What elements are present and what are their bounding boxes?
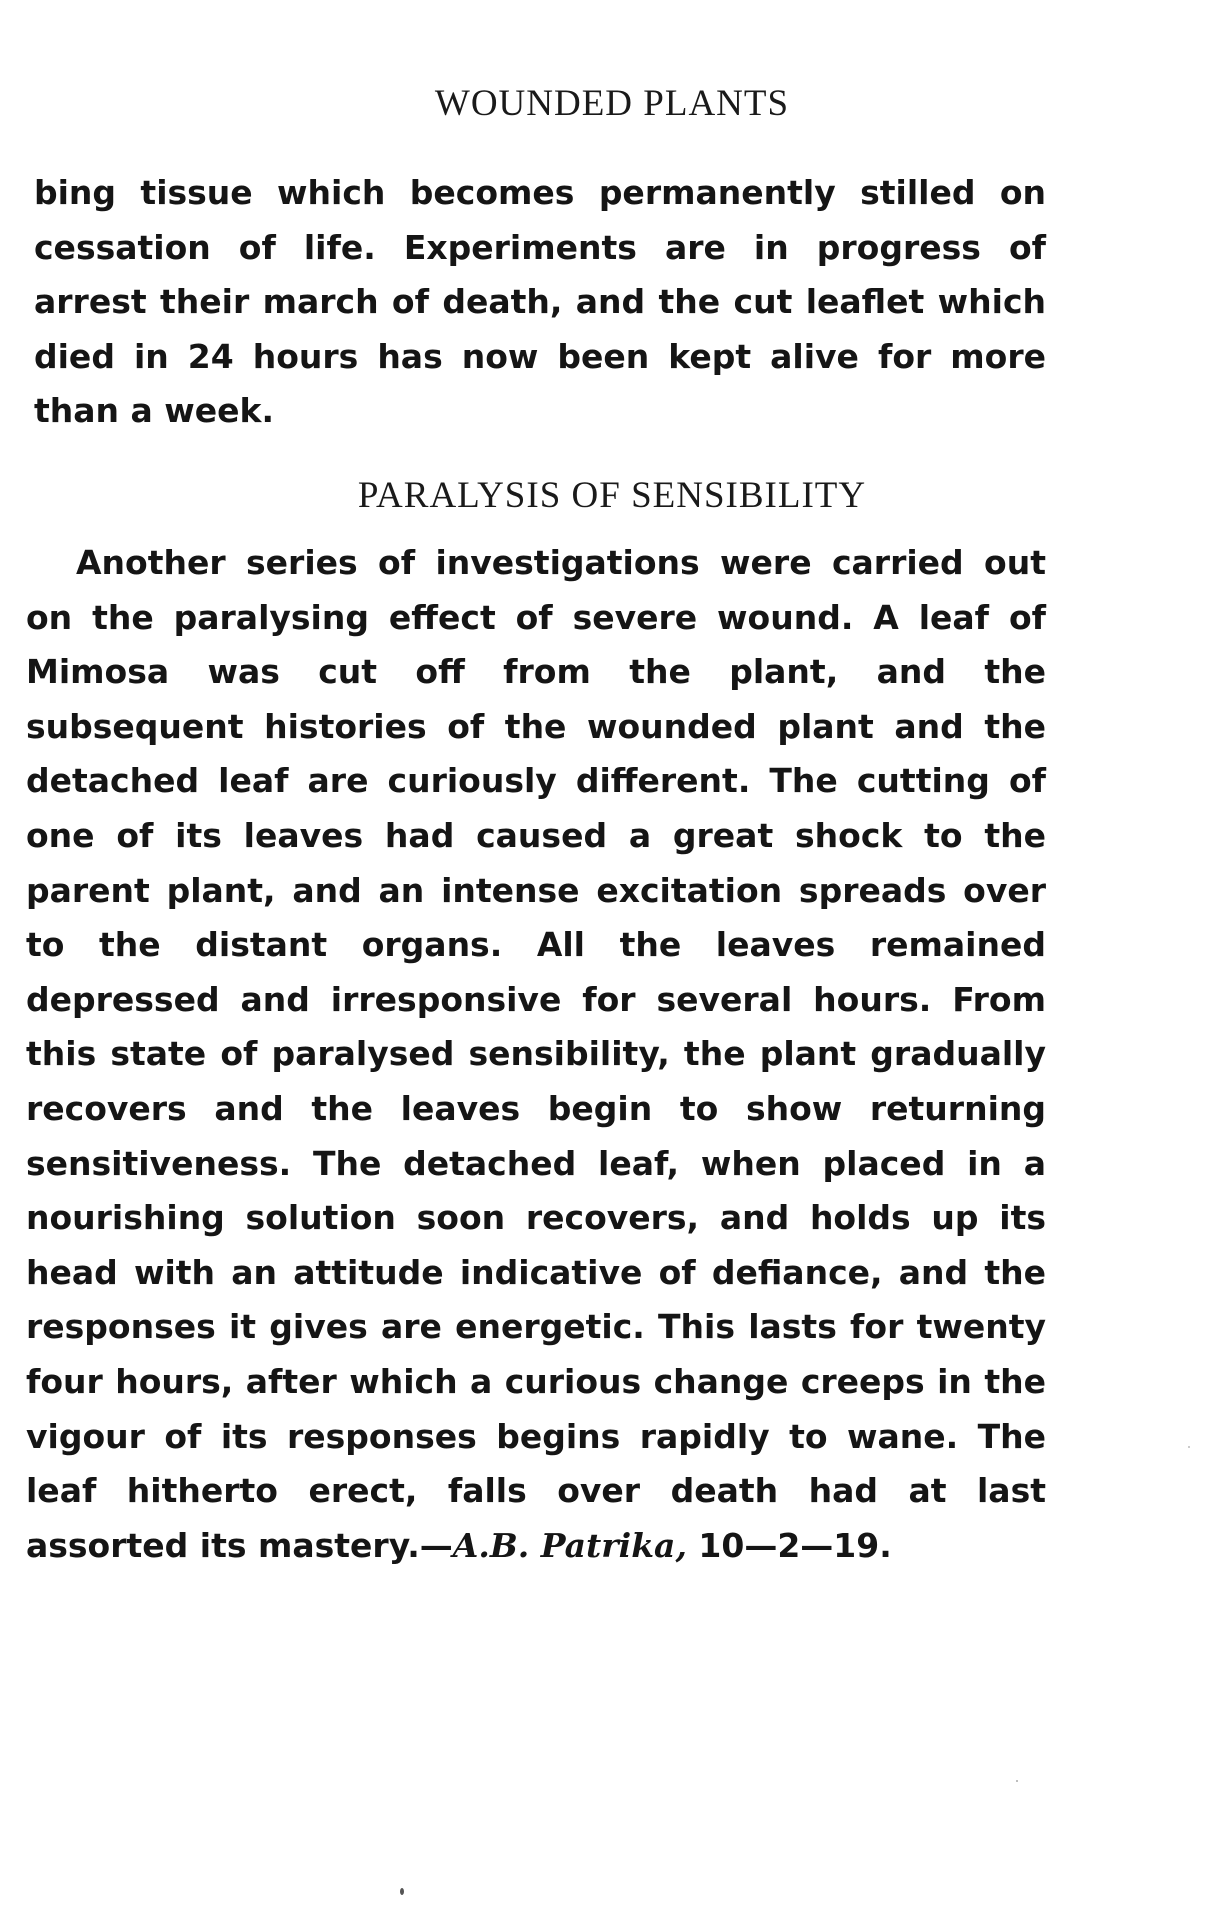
paper-speck — [400, 1888, 404, 1895]
citation-source-part-2: Patrika, — [540, 1525, 687, 1565]
paper-speck — [1188, 1446, 1190, 1448]
citation-date: 10—2—19. — [686, 1525, 892, 1565]
running-head: WOUNDED PLANTS — [434, 83, 790, 124]
section-heading: PARALYSIS OF SENSIBILITY — [357, 475, 867, 516]
paper-speck — [1016, 1780, 1018, 1782]
citation-source-part-1: A.B. — [452, 1525, 530, 1565]
paragraph-1: bing tissue which becomes permanently stilled on cessation of life. Experiments are in progress of arrest their march of death, and the cut leaflet which died in 24 hours has now been kept alive for more than a week. — [34, 173, 1046, 431]
paragraph-2-text: Another series of investigations were carried out on the paralysing effect of severe wound. A leaf of Mimosa was cut off from the plant, and the subsequent histories of the wounded plant and the detached leaf are curiously different. The cutting of one of its leaves had caused a great shock to the parent plant, and an intense excitation spreads over to the distant organs. All the leaves remained depressed and irresponsive for several hours. From this state of paralysed sensibility, the plant gradually recovers and the leaves begin to show returning sensitiveness. The detached leaf, when placed in a nourishing solution soon recovers, and holds up its head with an attitude indicative of defiance, and the responses it gives are energetic. This lasts for twenty four hours, after which a curious change creeps in the vigour of its responses begins rapidly to wane. The leaf hitherto erect, falls over death had at last assorted its mastery. — [26, 543, 1046, 1565]
paragraph-2 — [26, 536, 1046, 1573]
citation-dash: — — [419, 1525, 453, 1565]
